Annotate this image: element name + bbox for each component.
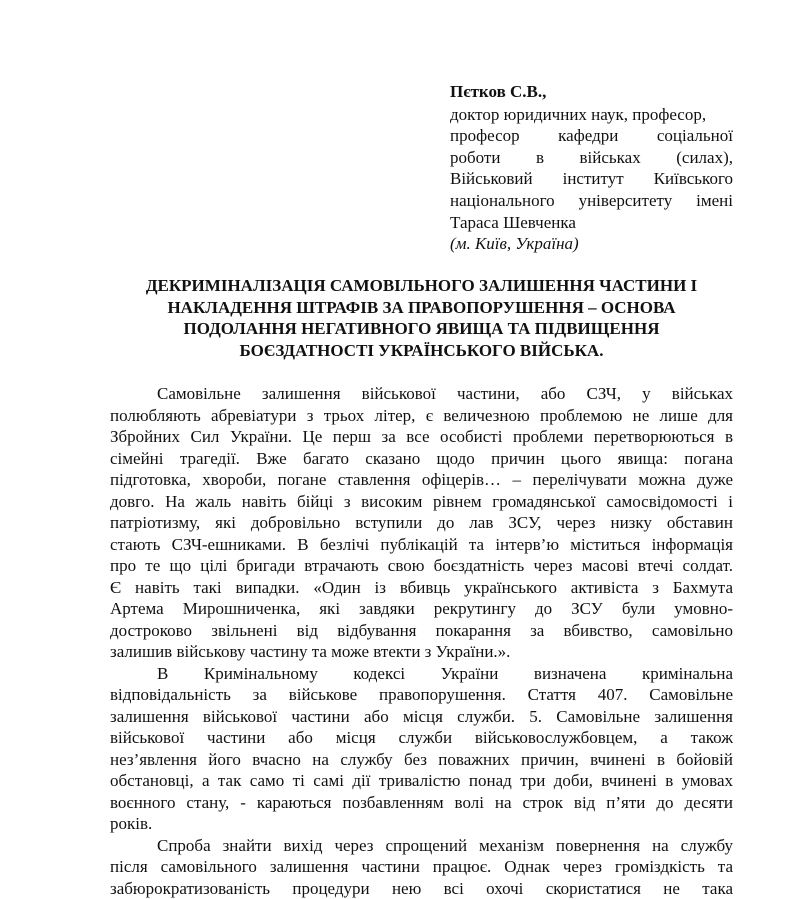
text-line: відповідальність за військове правопорушення. Стаття 407. Самовільне [110, 684, 733, 706]
text-line: патріотизму, які добровільно вступили до лав ЗСУ, через низку обставин [110, 512, 733, 534]
text-line: обстановці, а так само ті самі дії тривалістю понад три доби, вчинені в умовах [110, 770, 733, 792]
text-line: довго. На жаль навіть бійці з високим рівнем громадянської самосвідомості і [110, 491, 733, 513]
text-line: Є навіть такі випадки. «Один із вбивць українського активіста з Бахмута [110, 577, 733, 599]
article-title [110, 275, 733, 362]
paragraph-2 [110, 663, 733, 835]
text-line: Спроба знайти вихід через спрощений механізм повернення на службу [110, 835, 733, 857]
text-line: нез’явлення його вчасно на службу без поважних причин, вчинені в бойовій [110, 749, 733, 771]
text-line: після самовільного залишення частини працює. Однак через громіздкість та [110, 856, 733, 878]
paragraph-3 [110, 835, 733, 899]
author-affiliation-line: доктор юридичних наук, професор, [450, 104, 733, 126]
title-line: НАКЛАДЕННЯ ШТРАФІВ ЗА ПРАВОПОРУШЕННЯ – ОСНОВА [110, 297, 733, 319]
article-body [110, 383, 733, 899]
text-line: достроково звільнені від відбування покарання за вбивство, самовільно [110, 620, 733, 642]
author-affiliation-line: національного університету імені [450, 190, 733, 212]
text-line: Збройних Сил України. Це перш за все особисті проблеми перетворюються в [110, 426, 733, 448]
text-line: про те що цілі бригади втрачають свою боєздатність через масові втечі солдат. [110, 555, 733, 577]
title-line: ПОДОЛАННЯ НЕГАТИВНОГО ЯВИЩА ТА ПІДВИЩЕННЯ [110, 318, 733, 340]
text-line: В Кримінальному кодексі України визначена кримінальна [110, 663, 733, 685]
author-affiliation-line: Тараса Шевченка [450, 212, 733, 234]
author-affiliation-line: Військовий інститут Київського [450, 168, 733, 190]
text-line: Артема Мирошниченка, які завдяки рекрутингу до ЗСУ були умовно- [110, 598, 733, 620]
text-line: забюрократизованість процедури нею всі охочі скористатися не така [110, 878, 733, 899]
text-line: підготовка, хвороби, погане ставлення офіцерів… – перелічувати можна дуже [110, 469, 733, 491]
text-line: полюбляють абревіатури з трьох літер, є величезною проблемою не лише для [110, 405, 733, 427]
paragraph-1 [110, 383, 733, 663]
author-affiliation-line: роботи в військах (силах), [450, 147, 733, 169]
text-line: військової частини або місця служби військовослужбовцем, а також [110, 727, 733, 749]
text-line: сімейні трагедії. Вже багато сказано щодо причин цього явища: погана [110, 448, 733, 470]
author-name: Пєтков С.В., [450, 81, 733, 103]
text-line: залишив військову частину та може втекти з України.». [110, 641, 733, 663]
author-affiliation-line: професор кафедри соціальної [450, 125, 733, 147]
author-block [450, 81, 733, 255]
text-line: стають СЗЧ-ешниками. В безлічі публікацій та інтерв’ю міститься інформація [110, 534, 733, 556]
title-line: ДЕКРИМІНАЛІЗАЦІЯ САМОВІЛЬНОГО ЗАЛИШЕННЯ ЧАСТИНИ І [110, 275, 733, 297]
text-line: Самовільне залишення військової частини, або СЗЧ, у військах [110, 383, 733, 405]
text-line: років. [110, 813, 733, 835]
author-location: (м. Київ, Україна) [450, 233, 733, 255]
title-line: БОЄЗДАТНОСТІ УКРАЇНСЬКОГО ВІЙСЬКА. [110, 340, 733, 362]
text-line: воєнного стану, - караються позбавленням волі на строк від п’яти до десяти [110, 792, 733, 814]
text-line: залишення військової частини або місця служби. 5. Самовільне залишення [110, 706, 733, 728]
